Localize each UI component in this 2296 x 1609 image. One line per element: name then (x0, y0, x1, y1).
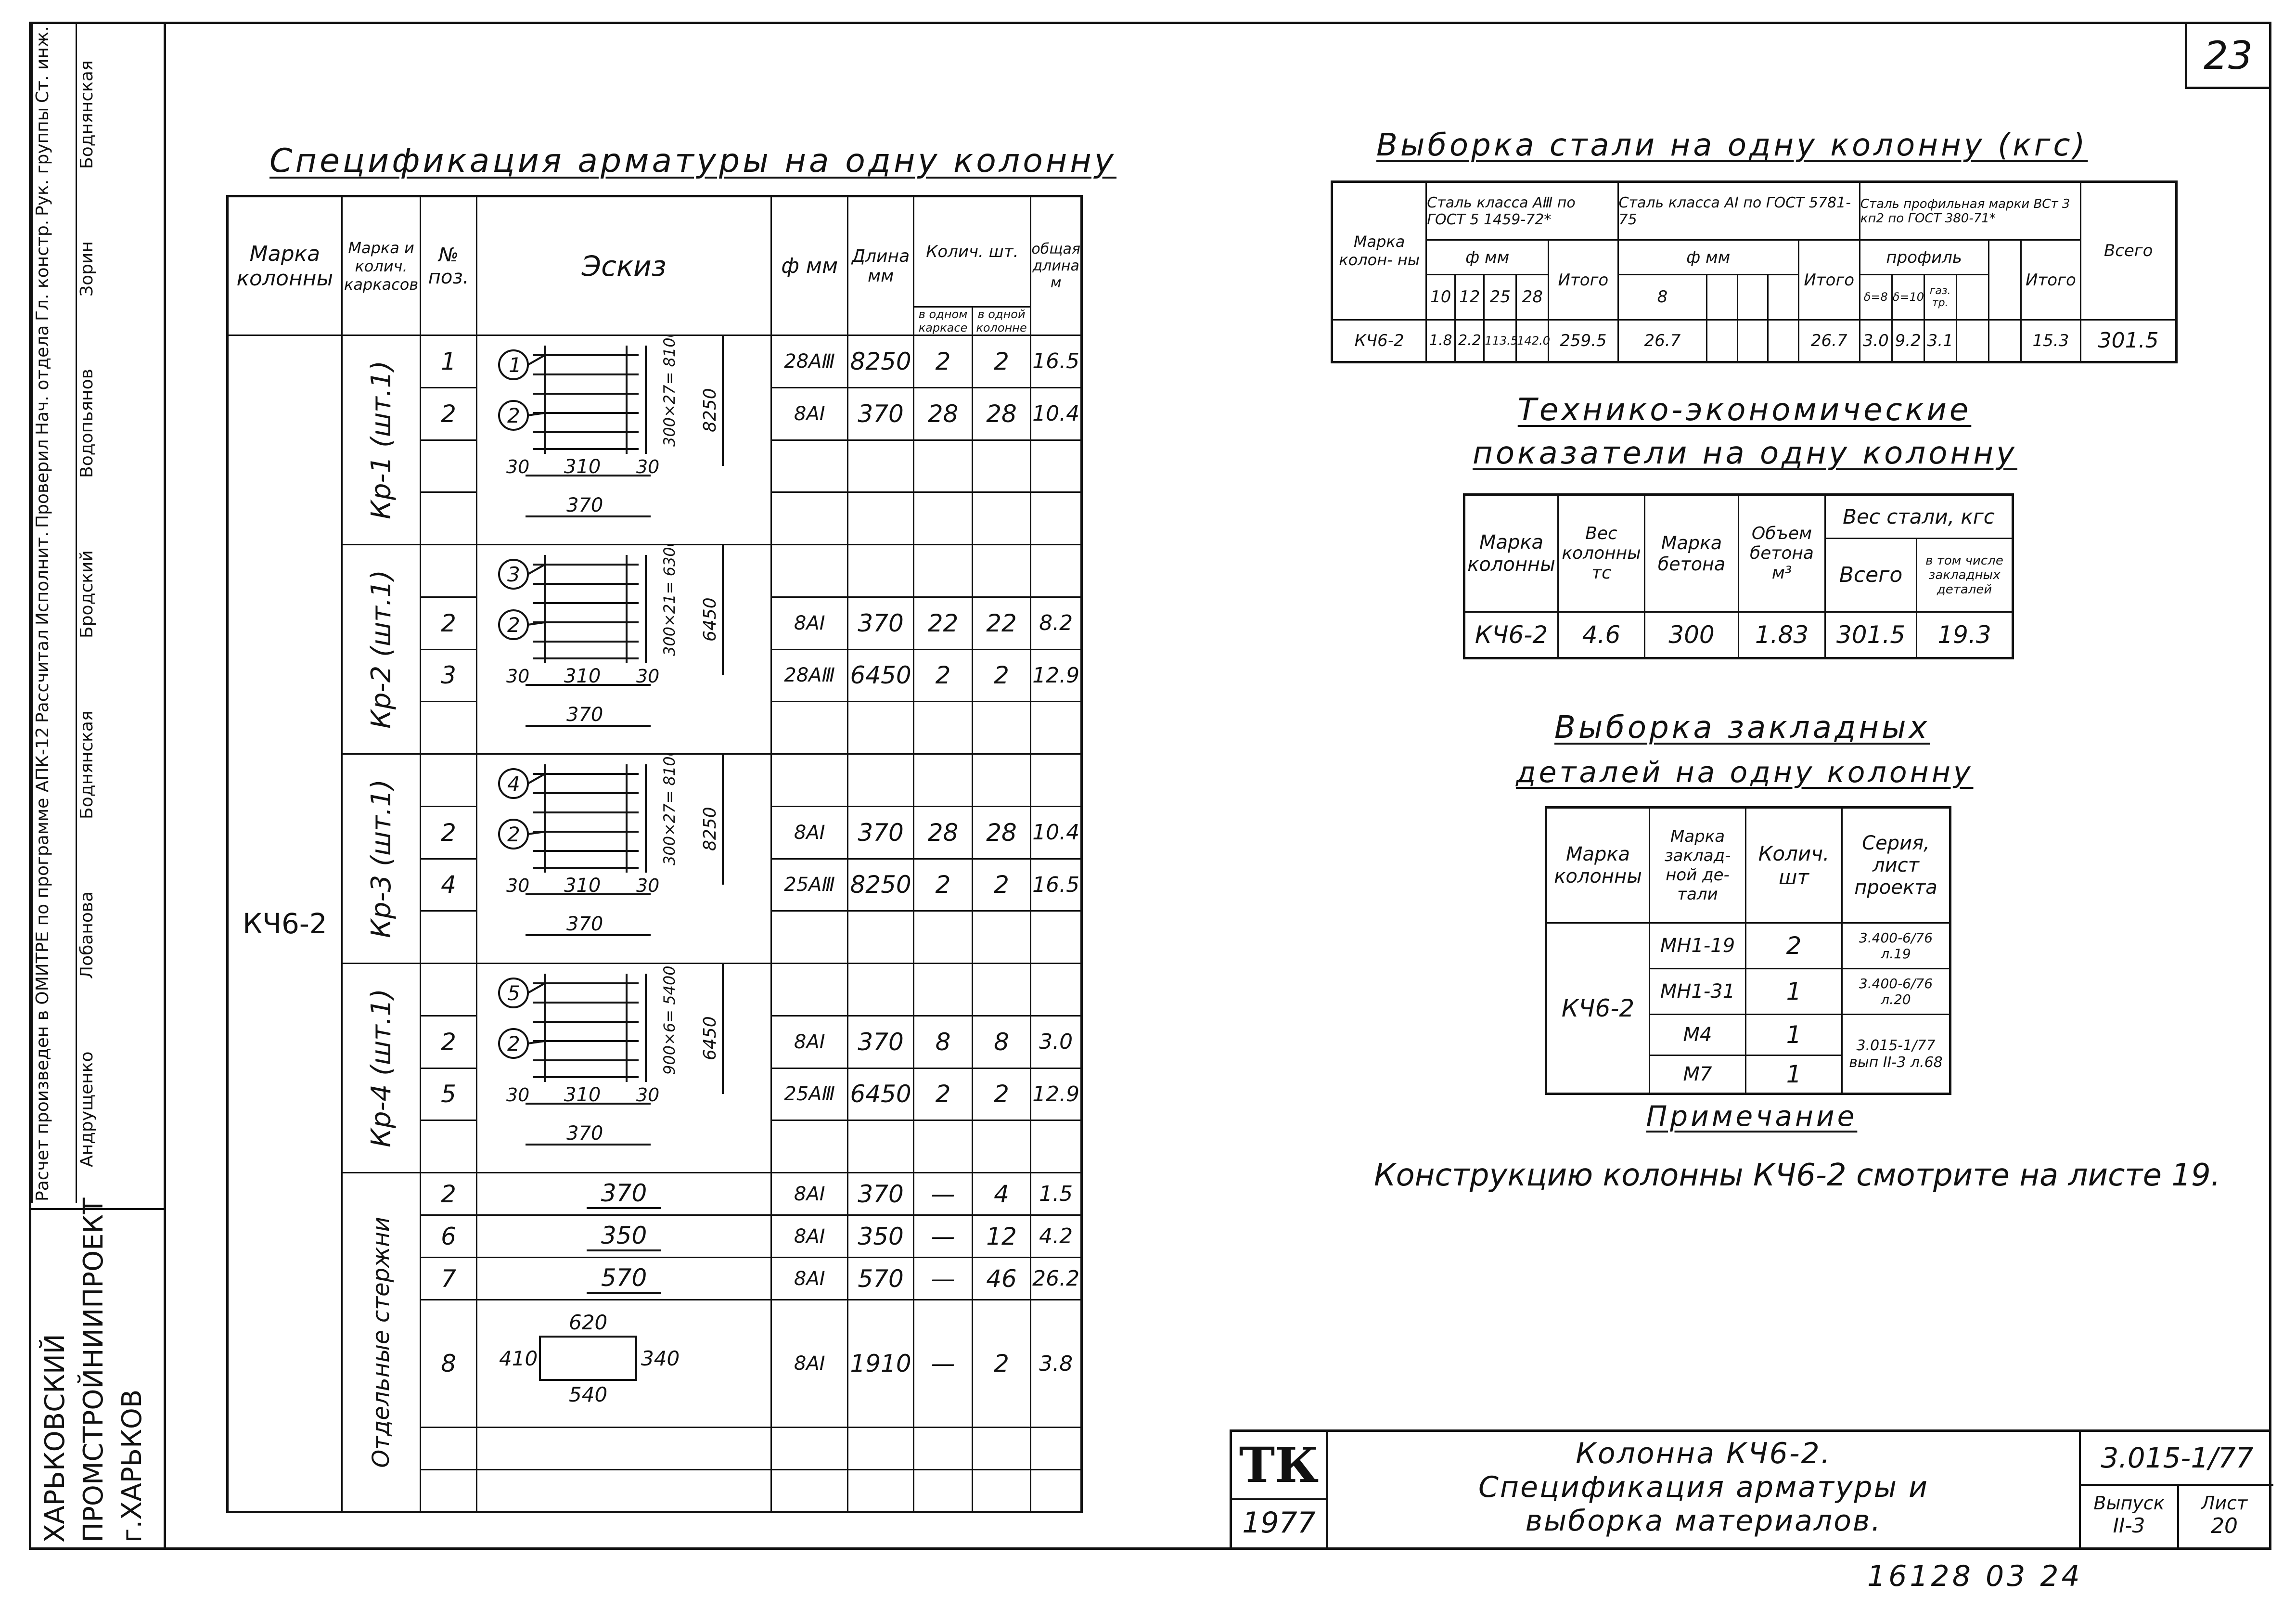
qty-one-cell: — (914, 1258, 973, 1300)
approval-table (31, 24, 164, 1210)
approval-label: Исполнит. (33, 531, 52, 626)
emb-detail: М7 (1650, 1056, 1746, 1094)
qty-all-cell: 2 (972, 1300, 1031, 1428)
sketch-cell (476, 335, 771, 545)
callout-1: 4 (507, 772, 520, 796)
qty-one-cell: 2 (914, 1068, 973, 1120)
left-margin-block (29, 22, 164, 1550)
frame-group-kr3 (342, 754, 421, 964)
column-mark-cell (228, 335, 342, 1512)
qty-one-cell: 28 (914, 387, 973, 440)
len-cell: 6450 (847, 649, 913, 702)
frame-name: Кр-4 (шт.1) (365, 989, 397, 1147)
steel-row-mark: КЧ6-2 (1332, 320, 1426, 362)
len-cell: 6450 (847, 1068, 913, 1120)
spec-table (226, 195, 1083, 1513)
emb-detail: МН1-31 (1650, 969, 1746, 1015)
pos-cell: 8 (421, 1300, 476, 1428)
sheet-title-line-3: выборка материалов. (1525, 1504, 1882, 1538)
len-cell: 350 (847, 1215, 913, 1258)
steel-value: 26.7 (1798, 320, 1860, 362)
page-number: 23 (2204, 33, 2253, 78)
tech-mark-header: Марка колонны (1464, 495, 1558, 612)
total-cell: 26.2 (1031, 1258, 1082, 1300)
approval-name: Боднянская (77, 60, 97, 169)
steel-value: 259.5 (1549, 320, 1618, 362)
emb-series: 3.400-6/76 л.20 (1842, 969, 1950, 1015)
loop-sketch (487, 1300, 761, 1421)
steel-value: 142.0 (1516, 320, 1549, 362)
width-3: 30 (636, 875, 659, 896)
sheet-title-line-1: Колонна КЧ6-2. (1576, 1437, 1832, 1470)
approval-names (76, 24, 120, 1203)
page-number-box (2185, 22, 2271, 89)
callout-1: 1 (508, 353, 522, 377)
total-cell: 16.5 (1031, 859, 1082, 911)
bar-sketch (476, 1258, 771, 1300)
qty-one-cell: — (914, 1173, 973, 1215)
frame-group-kr1 (342, 335, 421, 545)
steel-a3-col: 25 (1484, 275, 1516, 320)
total-cell: 3.8 (1031, 1300, 1082, 1428)
width-3: 30 (636, 666, 659, 687)
dia-cell: 28АⅢ (771, 649, 847, 702)
loop-top: 620 (568, 1311, 607, 1334)
code-cell (2079, 1432, 2273, 1486)
steel-vsego-header: Всего (2081, 182, 2177, 320)
full-length: 6450 (700, 1016, 720, 1060)
approval-label: Гл. констр. (33, 219, 52, 322)
callout-1: 3 (507, 563, 520, 586)
qty-one-cell: 2 (914, 649, 973, 702)
emb-series: 3.400-6/76 л.19 (1842, 923, 1950, 969)
year: 1977 (1242, 1506, 1316, 1540)
dia-cell: 8АⅠ (771, 387, 847, 440)
col-header-pos: № поз. (421, 196, 476, 335)
steel-value: 9.2 (1892, 320, 1924, 362)
pos-cell: 6 (421, 1215, 476, 1258)
tech-row-vol: 1.83 (1739, 612, 1825, 658)
frame-group-bars (342, 1173, 421, 1512)
emb-series-header: Серия, лист проекта (1842, 808, 1950, 923)
sketch-cell (476, 964, 771, 1173)
col-header-qty-all: в одной колонне (972, 307, 1031, 335)
emb-mark: КЧ6-2 (1546, 923, 1650, 1094)
pos-cell: 4 (421, 859, 476, 911)
width-1: 30 (506, 666, 529, 687)
pos-cell: 1 (421, 335, 476, 388)
steel-title: Выборка стали на одну колонну (кгс) (1376, 128, 2088, 163)
pos-cell: 2 (421, 1173, 476, 1215)
width-2: 310 (564, 875, 601, 897)
qty-all-cell: 28 (972, 387, 1031, 440)
callout-2: 2 (507, 613, 520, 637)
emb-qty: 1 (1746, 1015, 1842, 1056)
bar-length-label: 570 (587, 1264, 661, 1294)
width-total: 370 (566, 704, 603, 726)
approval-label: Рассчитал (33, 629, 52, 723)
signature-column (120, 24, 163, 1203)
total-cell: 1.5 (1031, 1173, 1082, 1215)
loop-sketch-cell (476, 1300, 771, 1428)
emb-qty: 1 (1746, 1056, 1842, 1094)
bar-length-label: 350 (587, 1222, 661, 1251)
callout-2: 2 (507, 1032, 520, 1056)
steel-a1-header: Сталь класса АⅠ по ГОСТ 5781-75 (1618, 182, 1860, 240)
len-cell: 370 (847, 1173, 913, 1215)
pos-cell: 2 (421, 806, 476, 859)
steel-value (1707, 320, 1738, 362)
frame-name: Кр-1 (шт.1) (365, 360, 397, 519)
steel-prof-col: δ=10 (1892, 275, 1924, 320)
len-cell: 570 (847, 1258, 913, 1300)
dia-cell: 25АⅢ (771, 1068, 847, 1120)
note-text: Конструкцию колонны КЧ6-2 смотрите на листе 19. (1374, 1158, 2221, 1193)
tech-grade-header: Марка бетона (1645, 495, 1739, 612)
len-cell: 370 (847, 387, 913, 440)
loop-bottom: 540 (568, 1383, 607, 1406)
steel-value: 1.8 (1426, 320, 1455, 362)
frame-sketch-kr4 (487, 964, 761, 1166)
tech-row-mark: КЧ6-2 (1464, 612, 1558, 658)
embedded-title-1: Выборка закладных (1554, 710, 1930, 746)
qty-all-cell: 2 (972, 859, 1031, 911)
steel-phi2-header: ф мм (1618, 240, 1798, 275)
width-1: 30 (506, 1084, 529, 1106)
sheet-title (1328, 1437, 2079, 1538)
full-length: 6450 (700, 597, 720, 642)
qty-all-cell: 2 (972, 649, 1031, 702)
emb-detail: МН1-19 (1650, 923, 1746, 969)
dia-cell: 25АⅢ (771, 859, 847, 911)
embedded-table (1545, 806, 1951, 1095)
sheet-label: Лист (2201, 1493, 2248, 1514)
dia-cell: 8АⅠ (771, 1215, 847, 1258)
qty-one-cell: 2 (914, 335, 973, 388)
emb-series: 3.015-1/77 вып II-3 л.68 (1842, 1015, 1950, 1094)
col-header-qty: Колич. шт. (914, 196, 1031, 307)
len-cell: 370 (847, 597, 913, 649)
col-header-sketch: Эскиз (476, 196, 771, 335)
steel-value: 301.5 (2081, 320, 2177, 362)
qty-all-cell: 12 (972, 1215, 1031, 1258)
width-2: 310 (564, 456, 601, 478)
width-total: 370 (566, 1122, 603, 1145)
sketch-cell (476, 545, 771, 754)
emb-qty: 2 (1746, 923, 1842, 969)
steel-value (1737, 320, 1768, 362)
qty-all-cell: 28 (972, 806, 1031, 859)
col-header-dia: ф мм (771, 196, 847, 335)
bar-sketch (476, 1215, 771, 1258)
dim-text: 300×27= 8100 (660, 336, 679, 447)
dia-cell: 28АⅢ (771, 335, 847, 388)
sheet-title-line-2: Спецификация арматуры и (1478, 1470, 1929, 1504)
total-cell: 10.4 (1031, 806, 1082, 859)
frame-name: Кр-3 (шт.1) (365, 779, 397, 938)
width-2: 310 (564, 665, 601, 687)
steel-a3-col: 12 (1455, 275, 1484, 320)
sheet-cell (2177, 1484, 2271, 1547)
approval-name: Лобанова (77, 891, 97, 979)
pos-cell: 3 (421, 649, 476, 702)
tech-row-grade: 300 (1645, 612, 1739, 658)
dia-cell: 8АⅠ (771, 806, 847, 859)
approval-name: Андрущенко (77, 1051, 97, 1167)
bar-length-label: 370 (587, 1179, 661, 1209)
year-cell (1232, 1498, 1328, 1547)
steel-a3-col: 28 (1516, 275, 1549, 320)
sheet-value: 20 (2211, 1514, 2238, 1538)
emb-detail-header: Марка заклад- ной де- тали (1650, 808, 1746, 923)
steel-a1-col (1737, 275, 1768, 320)
total-cell: 16.5 (1031, 335, 1082, 388)
tech-title-1: Технико-экономические (1517, 392, 1972, 428)
col-header-mark: Марка колонны (228, 196, 342, 335)
frame-sketch-kr2 (487, 545, 761, 747)
full-length: 8250 (700, 388, 720, 432)
callout-2: 2 (507, 823, 520, 846)
steel-value: 3.1 (1924, 320, 1956, 362)
approval-label: Расчет произведен в ОМИТРЕ по программе АПК-12 (33, 727, 52, 1201)
approval-name: Водопьянов (77, 369, 97, 478)
steel-a3-col: 10 (1426, 275, 1455, 320)
tech-table (1463, 493, 2014, 659)
qty-all-cell: 22 (972, 597, 1031, 649)
total-cell: 12.9 (1031, 1068, 1082, 1120)
sketch-cell (476, 754, 771, 964)
col-header-total: общая длина м (1031, 196, 1082, 335)
steel-a1-col (1707, 275, 1738, 320)
approval-label: Рук. группы (33, 107, 52, 216)
dia-cell: 8АⅠ (771, 1173, 847, 1215)
width-1: 30 (506, 875, 529, 896)
tech-row-emb: 19.3 (1917, 612, 2013, 658)
callout-2: 2 (507, 404, 520, 427)
steel-itogo-header: Итого (1798, 240, 1860, 320)
pos-cell: 5 (421, 1068, 476, 1120)
qty-all-cell: 46 (972, 1258, 1031, 1300)
frame-group-kr2 (342, 545, 421, 754)
qty-all-cell: 2 (972, 335, 1031, 388)
steel-a1-col: 8 (1618, 275, 1707, 320)
tech-title-2: показатели на одну колонну (1473, 436, 2017, 471)
note-title: Примечание (1646, 1100, 1858, 1133)
tech-row-all: 301.5 (1825, 612, 1917, 658)
len-cell: 370 (847, 806, 913, 859)
frame-sketch-kr3 (487, 755, 761, 957)
steel-prof-col: газ. тр. (1924, 275, 1956, 320)
approval-name: Бродский (77, 550, 97, 638)
tech-row-weight: 4.6 (1558, 612, 1645, 658)
qty-one-cell: — (914, 1300, 973, 1428)
qty-one-cell: — (914, 1215, 973, 1258)
len-cell: 370 (847, 1016, 913, 1068)
total-cell: 12.9 (1031, 649, 1082, 702)
steel-value: 3.0 (1860, 320, 1892, 362)
len-cell: 8250 (847, 859, 913, 911)
width-3: 30 (636, 456, 659, 477)
steel-profile-header: Сталь профильная марки ВСт 3 кп2 по ГОСТ 380-71* (1860, 182, 2080, 240)
dia-cell: 8АⅠ (771, 1016, 847, 1068)
dim-text: 300×21= 6300 (660, 545, 679, 656)
pos-cell: 2 (421, 387, 476, 440)
steel-profile-sub: профиль (1860, 240, 1988, 275)
steel-table (1331, 180, 2178, 363)
frame-group-kr4 (342, 964, 421, 1173)
steel-itogo-header: Итого (2021, 240, 2081, 320)
qty-all-cell: 4 (972, 1173, 1031, 1215)
dia-cell: 8АⅠ (771, 597, 847, 649)
steel-value: 2.2 (1455, 320, 1484, 362)
bar-sketch (476, 1173, 771, 1215)
archive-stamp: 16128 03 24 (1867, 1559, 2083, 1593)
tech-emb-header: в том числе закладных деталей (1917, 539, 2013, 612)
callout-1: 5 (507, 981, 520, 1005)
emb-qty-header: Колич. шт (1746, 808, 1842, 923)
col-header-frames: Марка и колич. каркасов (342, 196, 421, 335)
pos-cell: 2 (421, 597, 476, 649)
title-block (1230, 1429, 2271, 1550)
emb-detail: М4 (1650, 1015, 1746, 1056)
tech-weight-header: Вес колонны тс (1558, 495, 1645, 612)
len-cell: 8250 (847, 335, 913, 388)
steel-phi-header: ф мм (1426, 240, 1549, 275)
embedded-title-2: деталей на одну колонну (1516, 756, 1974, 789)
steel-itogo-header: Итого (1549, 240, 1618, 320)
dim-text: 300×27= 8100 (660, 755, 679, 865)
pos-cell: 2 (421, 1016, 476, 1068)
tk-logo: ТК (1239, 1437, 1319, 1493)
steel-mark-header: Марка колон- ны (1332, 182, 1426, 320)
full-length: 8250 (700, 807, 720, 851)
tech-vol-header: Объем бетона м³ (1739, 495, 1825, 612)
steel-a3-header: Сталь класса АⅢ по ГОСТ 5 1459-72* (1426, 182, 1618, 240)
total-cell: 4.2 (1031, 1215, 1082, 1258)
approval-name: Боднянская (77, 710, 97, 819)
steel-value: 26.7 (1618, 320, 1707, 362)
emb-qty: 1 (1746, 969, 1842, 1015)
total-cell: 3.0 (1031, 1016, 1082, 1068)
width-3: 30 (636, 1084, 659, 1106)
steel-prof-col: δ=8 (1860, 275, 1892, 320)
approval-label: Проверил (33, 438, 52, 528)
dia-cell: 8АⅠ (771, 1258, 847, 1300)
qty-one-cell: 2 (914, 859, 973, 911)
len-cell: 1910 (847, 1300, 913, 1428)
series-code: 3.015-1/77 (2101, 1442, 2254, 1474)
logo-cell (1232, 1432, 1328, 1500)
approval-row (31, 24, 76, 1203)
total-cell: 10.4 (1031, 387, 1082, 440)
loop-left: 410 (499, 1347, 538, 1370)
qty-all-cell: 2 (972, 1068, 1031, 1120)
issue-label: Выпуск (2093, 1493, 2165, 1514)
qty-one-cell: 8 (914, 1016, 973, 1068)
steel-value: 15.3 (2021, 320, 2081, 362)
width-1: 30 (506, 456, 529, 477)
loop-right: 340 (641, 1347, 680, 1370)
width-total: 370 (566, 494, 603, 516)
dim-text: 900×6= 5400 (660, 965, 679, 1075)
qty-one-cell: 22 (914, 597, 973, 649)
qty-one-cell: 28 (914, 806, 973, 859)
emb-mark-header: Марка колонны (1546, 808, 1650, 923)
issue-value: II-3 (2113, 1514, 2145, 1537)
approval-label: Нач. отдела (33, 325, 52, 435)
column-mark: КЧ6-2 (243, 907, 327, 940)
approval-label: Ст. инж. (33, 26, 52, 103)
tech-steel-header: Вес стали, кгс (1825, 495, 2013, 539)
frame-name: Отдельные стержни (368, 1216, 395, 1468)
col-header-qty-one: в одном каркасе (914, 307, 973, 335)
width-2: 310 (564, 1084, 601, 1106)
frame-sketch-kr1 (487, 336, 761, 538)
approval-name: Зорин (77, 241, 97, 296)
pos-cell: 7 (421, 1258, 476, 1300)
dia-cell: 8АⅠ (771, 1300, 847, 1428)
organization-name: ХАРЬКОВСКИЙ ПРОМСТРОЙНИИПРОЕКТ г.ХАРЬКОВ (39, 1197, 148, 1543)
width-total: 370 (566, 913, 603, 935)
tech-all-header: Всего (1825, 539, 1917, 612)
steel-value: 113.5 (1484, 320, 1516, 362)
total-cell: 8.2 (1031, 597, 1082, 649)
qty-all-cell: 8 (972, 1016, 1031, 1068)
issue-cell (2079, 1484, 2179, 1547)
frame-name: Кр-2 (шт.1) (365, 570, 397, 729)
col-header-len: Длина мм (847, 196, 913, 335)
spec-title: Спецификация арматуры на одну колонну (269, 142, 1117, 180)
